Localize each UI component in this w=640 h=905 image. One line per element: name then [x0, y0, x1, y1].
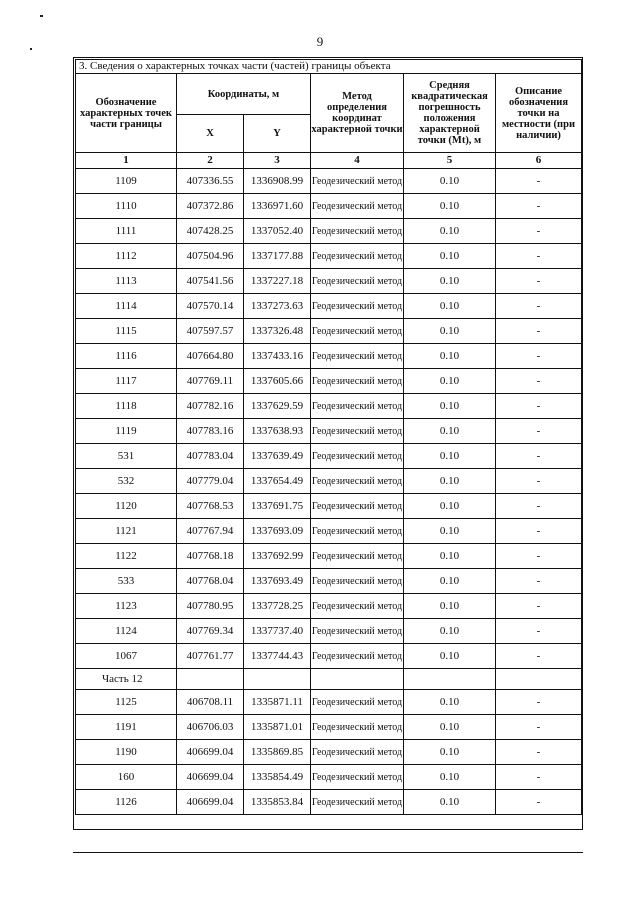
coord-y-cell: 1335871.11 [244, 690, 311, 715]
accuracy-cell: 0.10 [404, 740, 496, 765]
coord-x-cell: 407780.95 [177, 594, 244, 619]
coord-y-cell: 1337605.66 [244, 369, 311, 394]
table-row [76, 690, 582, 715]
point-number-cell: 1119 [76, 419, 177, 444]
page-number: 9 [316, 34, 324, 49]
method-cell: Геодезический метод [311, 194, 404, 219]
method-cell: Геодезический метод [311, 740, 404, 765]
point-number-cell: 1123 [76, 594, 177, 619]
coord-y-cell: 1337052.40 [244, 219, 311, 244]
coord-x-cell: 407372.86 [177, 194, 244, 219]
accuracy-cell: 0.10 [404, 394, 496, 419]
accuracy-cell: 0.10 [404, 319, 496, 344]
accuracy-cell: 0.10 [404, 269, 496, 294]
table-row [76, 419, 582, 444]
point-number-cell: 160 [76, 765, 177, 790]
coord-y-cell: 1335853.84 [244, 790, 311, 815]
part-label: Часть 12 [76, 669, 177, 690]
part-label-row [76, 669, 582, 690]
header-description: Описание обозначения точки на местности (при наличии) [496, 74, 582, 153]
method-cell: Геодезический метод [311, 169, 404, 194]
table-row [76, 269, 582, 294]
method-cell: Геодезический метод [311, 219, 404, 244]
coord-y-cell: 1337654.49 [244, 469, 311, 494]
coord-x-cell: 407541.56 [177, 269, 244, 294]
accuracy-cell: 0.10 [404, 619, 496, 644]
empty-cell [496, 669, 582, 690]
method-cell: Геодезический метод [311, 319, 404, 344]
coord-y-cell: 1337326.48 [244, 319, 311, 344]
coord-x-cell: 407779.04 [177, 469, 244, 494]
table-row [76, 740, 582, 765]
method-cell: Геодезический метод [311, 569, 404, 594]
table-row [76, 319, 582, 344]
coord-y-cell: 1337737.40 [244, 619, 311, 644]
coord-x-cell: 406699.04 [177, 740, 244, 765]
method-cell: Геодезический метод [311, 269, 404, 294]
accuracy-cell: 0.10 [404, 444, 496, 469]
description-cell: - [496, 715, 582, 740]
coord-y-cell: 1337692.99 [244, 544, 311, 569]
coord-x-cell: 407428.25 [177, 219, 244, 244]
table-row [76, 244, 582, 269]
method-cell: Геодезический метод [311, 690, 404, 715]
method-cell: Геодезический метод [311, 715, 404, 740]
table-row [76, 790, 582, 815]
coord-x-cell: 407664.80 [177, 344, 244, 369]
coord-x-cell: 407768.18 [177, 544, 244, 569]
method-cell: Геодезический метод [311, 765, 404, 790]
coord-x-cell: 406708.11 [177, 690, 244, 715]
coord-x-cell: 407769.11 [177, 369, 244, 394]
accuracy-cell: 0.10 [404, 219, 496, 244]
point-number-cell: 1126 [76, 790, 177, 815]
table-row [76, 394, 582, 419]
description-cell: - [496, 790, 582, 815]
coord-x-cell: 407570.14 [177, 294, 244, 319]
point-number-cell: 1190 [76, 740, 177, 765]
description-cell: - [496, 219, 582, 244]
table-row [76, 544, 582, 569]
description-cell: - [496, 369, 582, 394]
description-cell: - [496, 619, 582, 644]
empty-cell [244, 669, 311, 690]
table-row [76, 494, 582, 519]
table-row [76, 294, 582, 319]
description-cell: - [496, 294, 582, 319]
point-number-cell: 1111 [76, 219, 177, 244]
table-row [76, 569, 582, 594]
method-cell: Геодезический метод [311, 469, 404, 494]
coord-y-cell: 1336971.60 [244, 194, 311, 219]
accuracy-cell: 0.10 [404, 369, 496, 394]
coord-x-cell: 407768.04 [177, 569, 244, 594]
description-cell: - [496, 319, 582, 344]
coord-x-cell: 407768.53 [177, 494, 244, 519]
coord-y-cell: 1337693.09 [244, 519, 311, 544]
point-number-cell: 1113 [76, 269, 177, 294]
coord-y-cell: 1337273.63 [244, 294, 311, 319]
coord-x-cell: 407597.57 [177, 319, 244, 344]
column-number: 2 [177, 153, 244, 169]
method-cell: Геодезический метод [311, 419, 404, 444]
empty-cell [311, 669, 404, 690]
description-cell: - [496, 169, 582, 194]
accuracy-cell: 0.10 [404, 544, 496, 569]
method-cell: Геодезический метод [311, 369, 404, 394]
column-number: 4 [311, 153, 404, 169]
description-cell: - [496, 469, 582, 494]
description-cell: - [496, 194, 582, 219]
accuracy-cell: 0.10 [404, 494, 496, 519]
point-number-cell: 1067 [76, 644, 177, 669]
description-cell: - [496, 269, 582, 294]
coord-x-cell: 407504.96 [177, 244, 244, 269]
description-cell: - [496, 544, 582, 569]
coord-y-cell: 1337728.25 [244, 594, 311, 619]
method-cell: Геодезический метод [311, 594, 404, 619]
coord-y-cell: 1335869.85 [244, 740, 311, 765]
coord-y-cell: 1337177.88 [244, 244, 311, 269]
accuracy-cell: 0.10 [404, 690, 496, 715]
description-cell: - [496, 244, 582, 269]
table-row [76, 469, 582, 494]
description-cell: - [496, 594, 582, 619]
column-number: 6 [496, 153, 582, 169]
coord-x-cell: 407782.16 [177, 394, 244, 419]
point-number-cell: 1121 [76, 519, 177, 544]
accuracy-cell: 0.10 [404, 469, 496, 494]
method-cell: Геодезический метод [311, 244, 404, 269]
coord-x-cell: 406699.04 [177, 790, 244, 815]
method-cell: Геодезический метод [311, 644, 404, 669]
point-number-cell: 531 [76, 444, 177, 469]
empty-cell [177, 669, 244, 690]
characteristic-points-table [75, 59, 582, 815]
description-cell: - [496, 644, 582, 669]
column-number: 5 [404, 153, 496, 169]
coord-x-cell: 407761.77 [177, 644, 244, 669]
table-row [76, 594, 582, 619]
method-cell: Геодезический метод [311, 394, 404, 419]
point-number-cell: 1116 [76, 344, 177, 369]
accuracy-cell: 0.10 [404, 790, 496, 815]
point-number-cell: 1125 [76, 690, 177, 715]
point-number-cell: 1109 [76, 169, 177, 194]
table-row [76, 715, 582, 740]
coord-y-cell: 1337629.59 [244, 394, 311, 419]
section-title: 3. Сведения о характерных точках части (частей) границы объекта [76, 60, 582, 74]
point-number-cell: 1112 [76, 244, 177, 269]
coord-x-cell: 407769.34 [177, 619, 244, 644]
coord-y-cell: 1337639.49 [244, 444, 311, 469]
method-cell: Геодезический метод [311, 519, 404, 544]
accuracy-cell: 0.10 [404, 519, 496, 544]
point-number-cell: 1117 [76, 369, 177, 394]
method-cell: Геодезический метод [311, 544, 404, 569]
point-number-cell: 1122 [76, 544, 177, 569]
point-number-cell: 1124 [76, 619, 177, 644]
column-number: 1 [76, 153, 177, 169]
table-row [76, 444, 582, 469]
column-numbers-row [76, 153, 582, 169]
header-accuracy: Средняя квадратическая погрешность положения характерной точки (Mt), м [404, 74, 496, 153]
empty-cell [404, 669, 496, 690]
header-designation: Обозначение характерных точек части границы [76, 74, 177, 153]
description-cell: - [496, 394, 582, 419]
coord-y-cell: 1336908.99 [244, 169, 311, 194]
method-cell: Геодезический метод [311, 619, 404, 644]
table-row [76, 169, 582, 194]
point-number-cell: 1110 [76, 194, 177, 219]
coord-x-cell: 407336.55 [177, 169, 244, 194]
point-number-cell: 532 [76, 469, 177, 494]
method-cell: Геодезический метод [311, 494, 404, 519]
column-number: 3 [244, 153, 311, 169]
accuracy-cell: 0.10 [404, 644, 496, 669]
point-number-cell: 1115 [76, 319, 177, 344]
description-cell: - [496, 569, 582, 594]
coord-y-cell: 1335854.49 [244, 765, 311, 790]
accuracy-cell: 0.10 [404, 569, 496, 594]
accuracy-cell: 0.10 [404, 715, 496, 740]
method-cell: Геодезический метод [311, 790, 404, 815]
description-cell: - [496, 519, 582, 544]
coord-y-cell: 1335871.01 [244, 715, 311, 740]
header-coordinates: Координаты, м [177, 74, 311, 115]
table-row [76, 519, 582, 544]
accuracy-cell: 0.10 [404, 765, 496, 790]
coord-x-cell: 407783.04 [177, 444, 244, 469]
description-cell: - [496, 344, 582, 369]
coord-y-cell: 1337691.75 [244, 494, 311, 519]
description-cell: - [496, 690, 582, 715]
header-x: X [177, 115, 244, 153]
table-row [76, 219, 582, 244]
scan-speck [40, 15, 43, 17]
coord-x-cell: 407767.94 [177, 519, 244, 544]
coord-y-cell: 1337227.18 [244, 269, 311, 294]
method-cell: Геодезический метод [311, 344, 404, 369]
table-row [76, 644, 582, 669]
method-cell: Геодезический метод [311, 444, 404, 469]
coord-y-cell: 1337693.49 [244, 569, 311, 594]
header-y: Y [244, 115, 311, 153]
description-cell: - [496, 494, 582, 519]
table-row [76, 765, 582, 790]
accuracy-cell: 0.10 [404, 244, 496, 269]
description-cell: - [496, 765, 582, 790]
point-number-cell: 1118 [76, 394, 177, 419]
accuracy-cell: 0.10 [404, 344, 496, 369]
table-row [76, 369, 582, 394]
table-row [76, 344, 582, 369]
accuracy-cell: 0.10 [404, 294, 496, 319]
footer-rule [73, 852, 583, 853]
coord-y-cell: 1337744.43 [244, 644, 311, 669]
coord-x-cell: 407783.16 [177, 419, 244, 444]
description-cell: - [496, 444, 582, 469]
description-cell: - [496, 740, 582, 765]
point-number-cell: 1120 [76, 494, 177, 519]
coord-y-cell: 1337638.93 [244, 419, 311, 444]
accuracy-cell: 0.10 [404, 594, 496, 619]
table-row [76, 619, 582, 644]
accuracy-cell: 0.10 [404, 419, 496, 444]
table-row [76, 194, 582, 219]
point-number-cell: 533 [76, 569, 177, 594]
coord-x-cell: 406706.03 [177, 715, 244, 740]
method-cell: Геодезический метод [311, 294, 404, 319]
description-cell: - [496, 419, 582, 444]
header-method: Метод определения координат характерной точки [311, 74, 404, 153]
point-number-cell: 1114 [76, 294, 177, 319]
coord-x-cell: 406699.04 [177, 765, 244, 790]
point-number-cell: 1191 [76, 715, 177, 740]
accuracy-cell: 0.10 [404, 194, 496, 219]
coord-y-cell: 1337433.16 [244, 344, 311, 369]
accuracy-cell: 0.10 [404, 169, 496, 194]
